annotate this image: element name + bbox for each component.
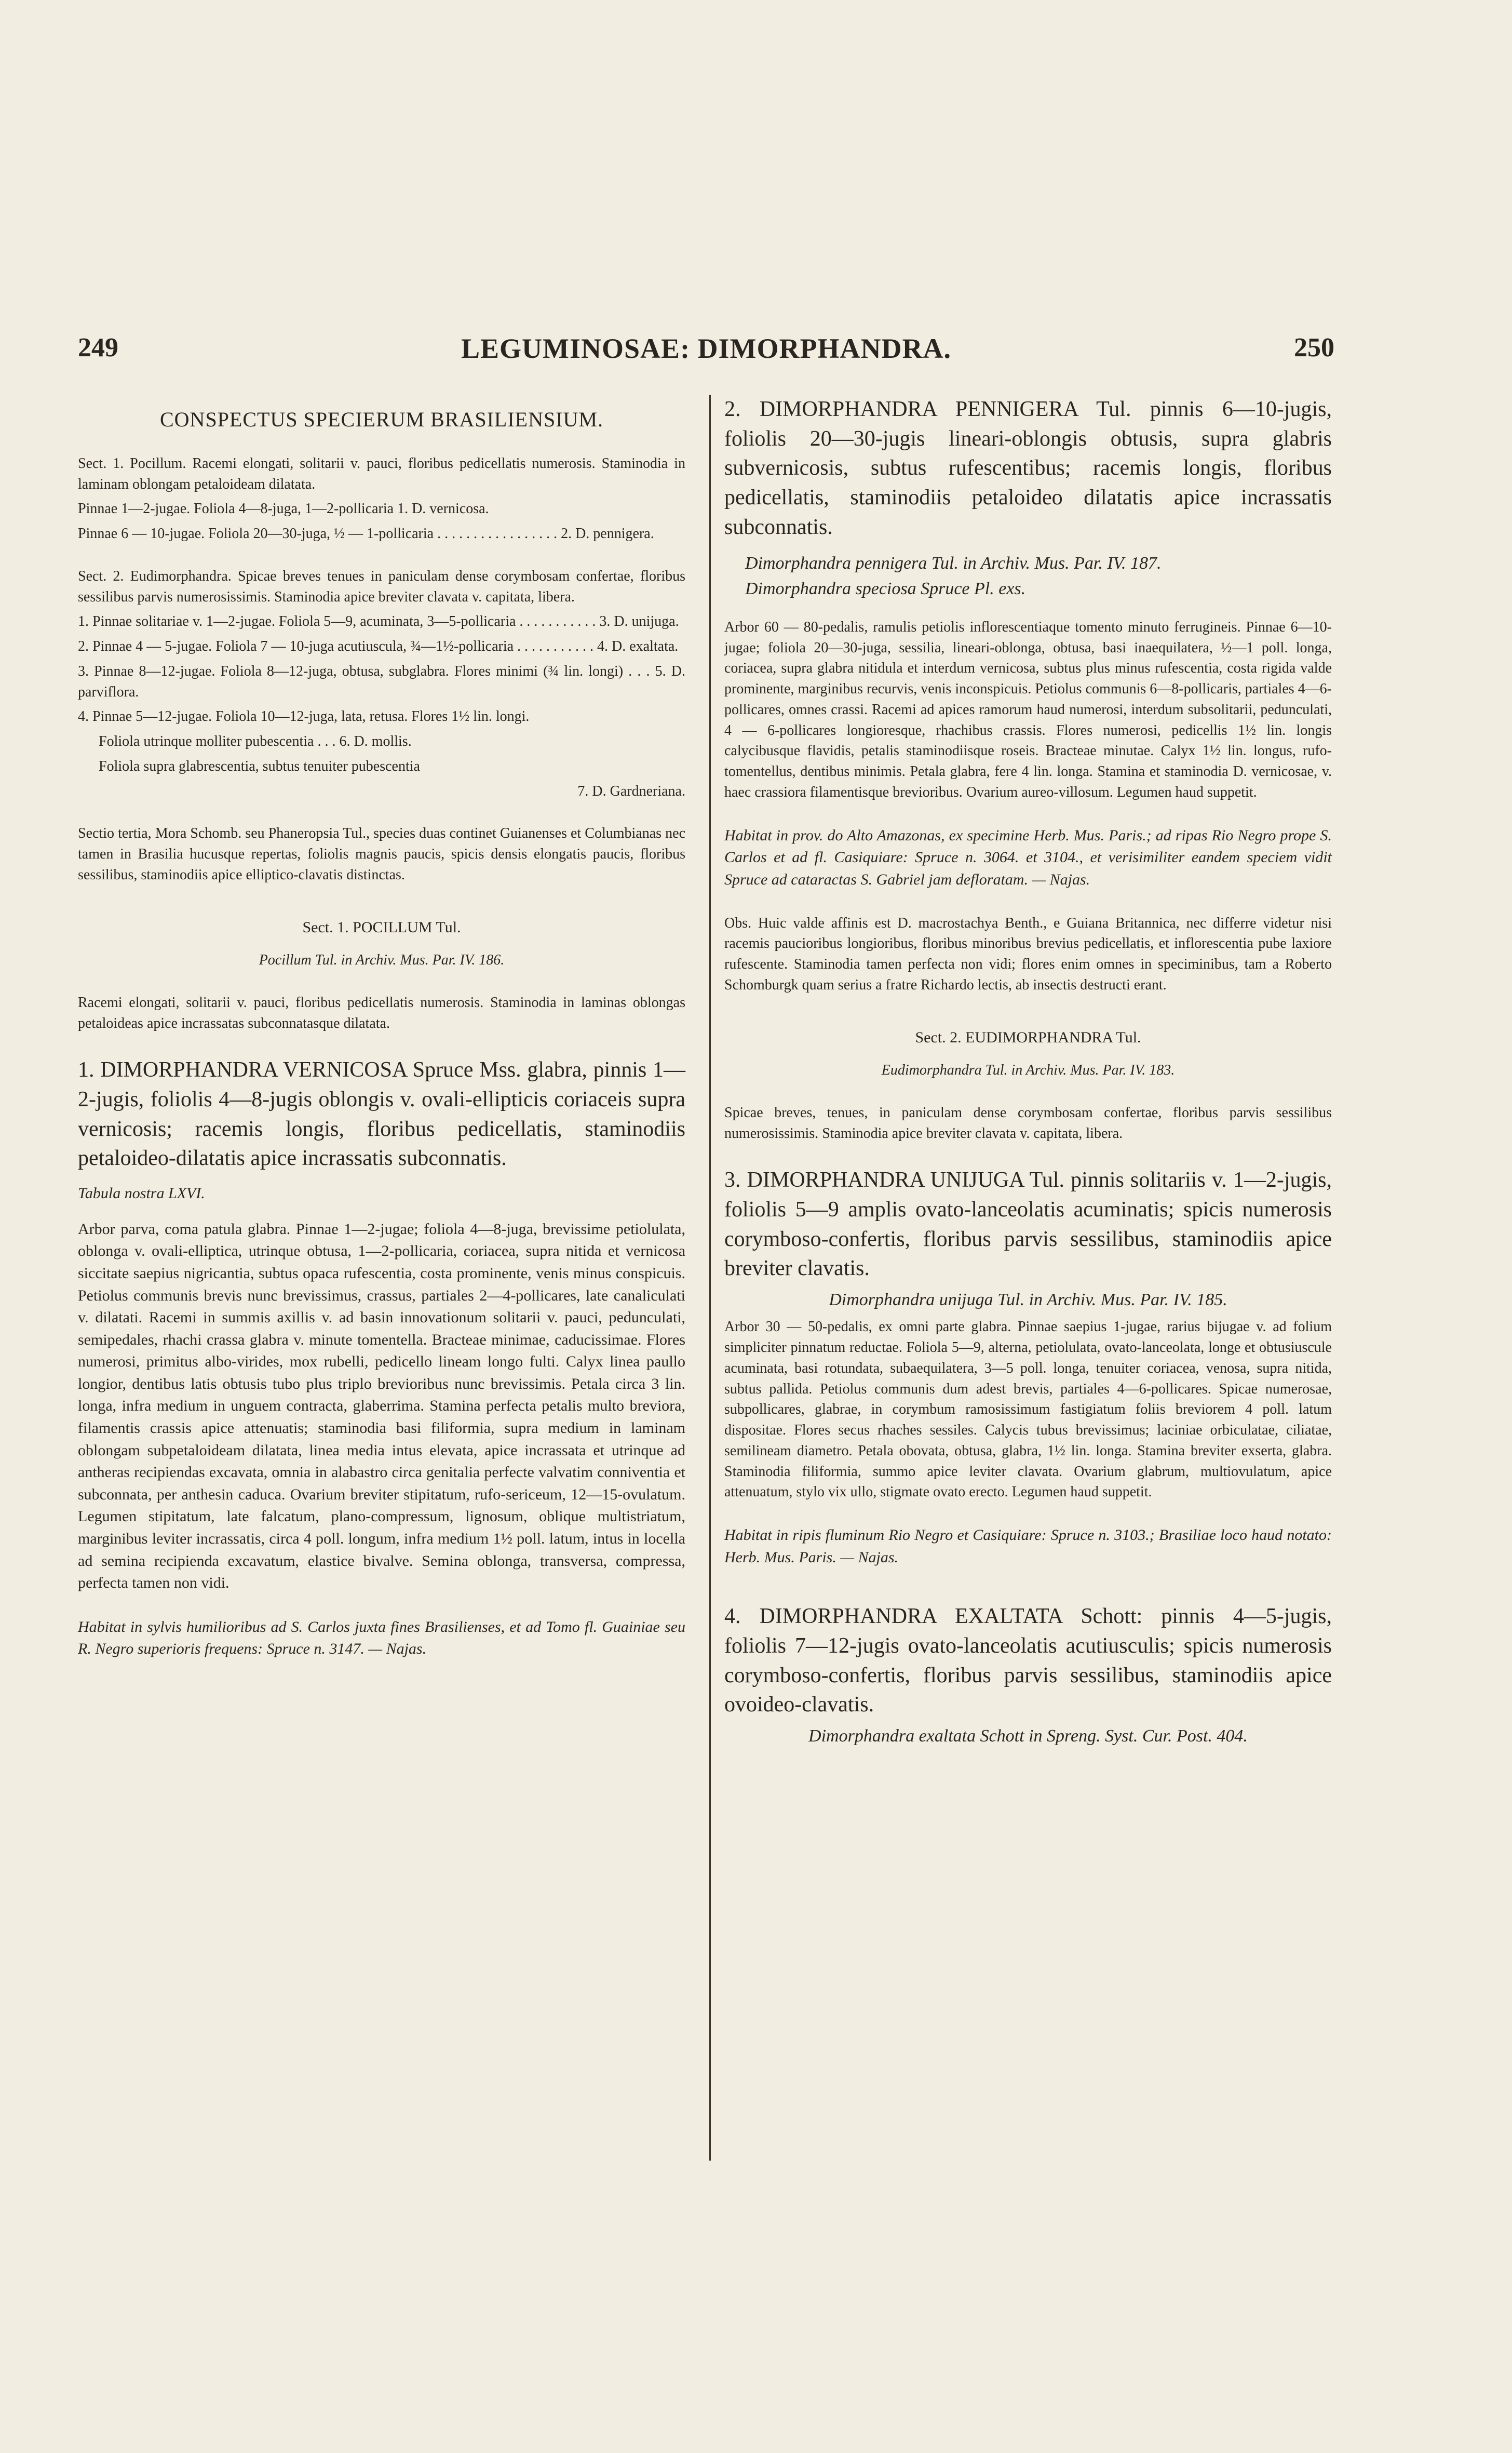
page-header (78, 332, 1334, 379)
section-title: Sect. 2. EUDIMORPHANDRA Tul. (915, 1028, 1141, 1046)
section-reference: Pocillum Tul. in Archiv. Mus. Par. IV. 186. (259, 952, 505, 969)
species-description: Arbor 30 — 50-pedalis, ex omni parte glabra. Pinnae saepius 1-jugae, rarius bijugae v. ad folium simpliciter pinnatum reductae. Foliola 5—9, alterna, petiolulata, ovato-lanceolata, longe et obtusiuscule acuminata, basi rotundata, subaequilatera, 3—5 poll. longa, tenuiter coriacea, venosa, supra nitida, subtus pallida. Petiolus communis dum adest brevis, partiales 4—6-pollicares. Spicae numerosae, subpollicares, glabrae, in corymbum ramosissimum fastigiatum foliis breviorem 4 poll. latum dispositae. Flores secus rhaches sessiles. Calycis tubus brevissimus; laciniae orbiculatae, ciliatae, semilineam diametro. Petala obovata, obtusa, glabra, 1½ lin. longa. Stamina breviter exserta, glabra. Staminodia filiformia, summo apice leviter clavata. Ovarium glabrum, multiovulatum, apice attenuatum, stylo vix ullo, stigmate ovato erecto. Legumen haud suppetit. (724, 1319, 1332, 1500)
key-entry: 3. Pinnae 8—12-jugae. Foliola 8—12-juga, obtusa, subglabra. Flores minimi (¾ lin. longi) . . . 5. D. parviflora. (78, 663, 685, 700)
key-entry: Pinnae 1—2-jugae. Foliola 4—8-juga, 1—2-pollicaria 1. D. vernicosa. (78, 501, 489, 517)
page-number-left: 249 (78, 333, 118, 363)
section-reference: Eudimorphandra Tul. in Archiv. Mus. Par. IV. 183. (881, 1062, 1175, 1079)
right-column (724, 395, 1332, 1753)
species-habitat: Habitat in prov. do Alto Amazonas, ex specimine Herb. Mus. Paris.; ad ripas Rio Negro prope S. Carlos et ad fl. Casiquiare: Spruce n. 3064. et 3104., et verisimiliter eandem speciem vidit Spruce ad cataractas S. Gabriel jam defloratam. — Najas. (724, 826, 1332, 888)
sect2-intro: Sect. 2. Eudimorphandra. Spicae breves tenues in paniculam dense corymbosam confertae, floribus sessilibus parvis numerosissimis. Staminodia apice breviter clavata v. capitata, libera. (78, 568, 685, 605)
section-title: Sect. 1. POCILLUM Tul. (302, 918, 461, 936)
key-entry: 4. Pinnae 5—12-jugae. Foliola 10—12-juga, lata, retusa. Flores 1½ lin. longi. (78, 708, 530, 725)
column-divider (709, 395, 711, 2161)
species-description: Arbor 60 — 80-pedalis, ramulis petiolis inflorescentiaque tomento minuto ferrugineis. Pinnae 6—10-jugae; foliola 20—30-juga, sessilia, lineari-oblonga, obtusa, basi inaequilatera, ½—1 poll. longa, coriacea, supra glabra nitidula et interdum vernicosa, subtus plus minus rufescentia, costa rigida valde prominente, marginibus recurvis, venis inconspicuis. Petiolus communis 6—8-pollicaris, partiales 4—6-pollicares, omnes crassi. Racemi ad apices ramorum haud numerosi, interdum subsolitarii, pedunculati, 4 — 6-pollicares longioresque, rhachibus crassis. Flores numerosi, pedicellis 1½ lin. longis calycibusque flavidis, petalis staminodiisque roseis. Bracteae minutae. Calyx 1½ lin. longus, rufo-tomentellus, dentibus minimis. Petala glabra, fere 4 lin. longa. Stamina et staminodia D. vernicosae, v. haec crassiora filamentisque brevioribus. Ovarium aureo-villosum. Legumen haud suppetit. (724, 619, 1332, 800)
species-title: 1. DIMORPHANDRA VERNICOSA Spruce Mss. glabra, pinnis 1—2-jugis, foliolis 4—8-jugis oblongis v. ovali-ellipticis coriaceis supra vernicosis; racemis longis, floribus pedicellatis, staminodiis petaloideo-dilatatis apice incrassatis subconnatis. (78, 1058, 685, 1171)
species-reference: Dimorphandra pennigera Tul. in Archiv. Mus. Par. IV. 187. (745, 554, 1162, 573)
plate-reference: Tabula nostra LXVI. (78, 1185, 205, 1202)
sect3-text: Sectio tertia, Mora Schomb. seu Phaneropsia Tul., species duas continet Guianenses et Columbianas nec tamen in Brasilia hucusque repertas, foliolis magnis paucis, spicis densis elongatis paucis, floribus sessilibus, staminodiis apice elliptico-clavatis distinctas. (78, 825, 685, 883)
species-observation: Obs. Huic valde affinis est D. macrostachya Benth., e Guiana Britannica, nec differre videtur nisi racemis paucioribus longioribus, floribus minoribus brevius pedicellatis, et inflorescentia pube laxiore rufescente. Staminodia tamen perfecta non vidi; flores enim omnes in speciminibus, tam a Roberto Schomburgk quam serius a fratre Richardo lectis, ab insectis destructi erant. (724, 915, 1332, 993)
page-number-right: 250 (1294, 333, 1334, 363)
species-description: Arbor parva, coma patula glabra. Pinnae 1—2-jugae; foliola 4—8-juga, brevissime petiolulata, oblonga v. ovali-elliptica, utrinque obtusa, 1—2-pollicaria, coriacea, supra nitida et vernicosa siccitate saepius nigricantia, subtus opaca rufescentia, costa prominente, venis minus conspicuis. Petiolus communis brevis nunc brevissimus, crassus, partiales 2—4-pollicares, late canaliculati v. dilatati. Racemi in summis axillis v. ad basin innovationum solitarii v. pauci, pedunculati, semipedales, rhachi crassa glabra v. minute tomentella. Bracteae minimae, caducissimae. Flores numerosi, primitus albo-virides, mox rubelli, pedicello lineam longo fulti. Calyx linea paullo longior, dentibus latis obtusis tubo plus triplo brevioribus nunc brevissimis. Petala circa 3 lin. longa, infra medium in unguem contracta, glaberrima. Stamina perfecta petalis multo breviora, filamentis crassis apice attenuatis; staminodia basi filiformia, supra medium in laminam oblongam subpetaloideam dilatata, linea media intus elevata, apice incrassata et utrinque ad antheras recipiendas excavata, omnia in alabastro circa genitalia perfecte valvatim conniventia et subconnata, per anthesin caduca. Ovarium breviter stipitatum, rufo-sericeum, 12—15-ovulatum. Legumen stipitatum, late falcatum, plano-compressum, lignosum, oblique multistriatum, marginibus leviter incrassatis, circa 4 poll. longum, infra medium 1½ poll. latum, intus in locella ad semina recipienda excavatum, elastice bivalve. Semina oblonga, transversa, compressa, perfecta tamen non vidi. (78, 1220, 685, 1592)
sect1-intro: Sect. 1. Pocillum. Racemi elongati, solitarii v. pauci, floribus pedicellatis numerosis. Staminodia in laminam oblongam petaloideam dilatata. (78, 455, 685, 492)
species-habitat: Habitat in ripis fluminum Rio Negro et Casiquiare: Spruce n. 3103.; Brasiliae loco haud notato: Herb. Mus. Paris. — Najas. (724, 1526, 1332, 1566)
section-description: Spicae breves, tenues, in paniculam dense corymbosam confertae, floribus parvis sessilibus numerosissimis. Staminodia apice breviter clavata v. capitata, libera. (724, 1104, 1332, 1142)
species-title: 3. DIMORPHANDRA UNIJUGA Tul. pinnis solitariis v. 1—2-jugis, foliolis 5—9 amplis ovato-lanceolatis acuminatis; spicis numerosis corymboso-confertis, floribus parvis sessilibus, staminodiis apice breviter clavatis. (724, 1168, 1332, 1281)
species-title: 4. DIMORPHANDRA EXALTATA Schott: pinnis 4—5-jugis, foliolis 7—12-jugis ovato-lanceolatis acutiusculis; spicis numerosis corymboso-confertis, floribus parvis sessilibus, staminodiis apice ovoideo-clavatis. (724, 1604, 1332, 1717)
species-reference: Dimorphandra speciosa Spruce Pl. exs. (745, 579, 1026, 598)
section-description: Racemi elongati, solitarii v. pauci, floribus pedicellatis numerosis. Staminodia in laminas oblongas petaloideas apice incrassatas subconnatasque dilatata. (78, 994, 685, 1031)
key-entry: Foliola utrinque molliter pubescentia . . . 6. D. mollis. (99, 733, 412, 750)
key-entry: 7. D. Gardneriana. (577, 783, 685, 799)
species-reference: Dimorphandra unijuga Tul. in Archiv. Mus. Par. IV. 185. (829, 1290, 1227, 1310)
species-reference: Dimorphandra exaltata Schott in Spreng. Syst. Cur. Post. 404. (808, 1726, 1248, 1746)
key-entry: Foliola supra glabrescentia, subtus tenuiter pubescentia (99, 758, 420, 774)
species-title: 2. DIMORPHANDRA PENNIGERA Tul. pinnis 6—10-jugis, foliolis 20—30-jugis lineari-oblongis obtusis, supra glabris subvernicosis, subtus rufescentibus; racemis longis, floribus pedicellatis, staminodiis petaloideo dilatatis apice incrassatis subconnatis. (724, 397, 1332, 539)
key-entry: 2. Pinnae 4 — 5-jugae. Foliola 7 — 10-juga acutiuscula, ¾—1½-pollicaria . . . . . . . . . . . 4. D. exaltata. (78, 638, 679, 655)
species-habitat: Habitat in sylvis humilioribus ad S. Carlos juxta fines Brasilienses, et ad Tomo fl. Guainiae seu R. Negro superioris frequens: Spruce n. 3147. — Najas. (78, 1618, 685, 1658)
left-column (78, 395, 685, 1665)
running-title: LEGUMINOSAE: DIMORPHANDRA. (461, 333, 951, 364)
conspectus-title: CONSPECTUS SPECIERUM BRASILIENSIUM. (159, 408, 604, 431)
key-entry: Pinnae 6 — 10-jugae. Foliola 20—30-juga, ½ — 1-pollicaria . . . . . . . . . . . . . . . . . 2. D. pennigera. (78, 526, 654, 542)
key-entry: 1. Pinnae solitariae v. 1—2-jugae. Foliola 5—9, acuminata, 3—5-pollicaria . . . . . . . . . . . 3. D. unijuga. (78, 613, 679, 630)
